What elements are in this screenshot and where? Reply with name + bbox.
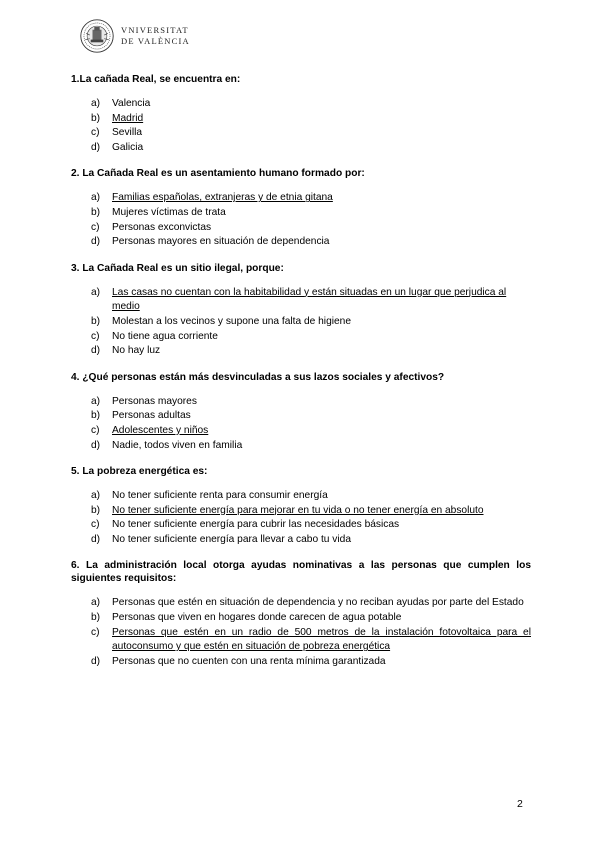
- question-1: [71, 73, 531, 155]
- question-title: 3. La Cañada Real es un sitio ilegal, porque:: [71, 262, 284, 274]
- option-letter: a): [91, 98, 101, 109]
- question-2: [71, 167, 531, 249]
- option-letter: b): [91, 206, 101, 218]
- option-letter: b): [91, 112, 101, 124]
- option-text: Personas exconvictas: [112, 221, 212, 233]
- option-letter: c): [91, 127, 100, 139]
- option-letter: a): [91, 597, 101, 609]
- option-letter: c): [91, 330, 100, 342]
- option-letter: c): [91, 626, 100, 638]
- option-text: Personas que no cuenten con una renta mínima garantizada: [112, 655, 386, 667]
- option-list: [71, 395, 531, 453]
- university-name: [121, 25, 190, 47]
- option-text: Sevilla: [112, 127, 143, 139]
- option-b: [71, 611, 531, 626]
- option-text: No tener suficiente energía para llevar a cabo tu vida: [112, 533, 351, 545]
- university-seal-logo: [79, 18, 115, 54]
- option-c-correct: [71, 424, 531, 439]
- option-letter: b): [91, 410, 101, 422]
- option-text: Personas que estén en un radio de 500 metros de la instalación fotovoltaica para el autoconsumo y que estén en situación de pobreza energética: [112, 626, 531, 653]
- option-letter: d): [91, 439, 101, 451]
- option-text: Molestan a los vecinos y supone una falta de higiene: [112, 315, 351, 327]
- option-letter: a): [91, 192, 101, 204]
- option-b-correct: [71, 112, 531, 127]
- option-c: [71, 330, 531, 345]
- option-letter: b): [91, 504, 101, 516]
- option-letter: d): [91, 236, 101, 248]
- option-text: No tener suficiente energía para mejorar en tu vida o no tener energía en absoluto: [112, 504, 484, 516]
- option-d: [71, 439, 531, 454]
- option-text: No hay luz: [112, 345, 161, 357]
- question-list: [71, 73, 531, 681]
- option-text: Personas mayores: [112, 395, 197, 407]
- option-text: Valencia: [112, 98, 151, 109]
- option-text: Personas mayores en situación de dependencia: [112, 236, 330, 248]
- option-c-correct: [71, 626, 531, 655]
- option-text: Madrid: [112, 112, 144, 124]
- option-text: Adolescentes y niños: [112, 424, 209, 436]
- option-text: Galicia: [112, 141, 144, 153]
- question-4: [71, 371, 531, 453]
- option-letter: c): [91, 424, 100, 436]
- question-6: [71, 559, 531, 669]
- option-text: Personas que viven en hogares donde carecen de agua potable: [112, 612, 402, 624]
- option-a: [71, 596, 531, 611]
- question-title: 5. La pobreza energética es:: [71, 466, 208, 478]
- option-list: [71, 286, 531, 359]
- option-letter: a): [91, 286, 101, 298]
- option-b: [71, 315, 531, 330]
- option-text: Las casas no cuentan con la habitabilidad y están situadas en un lugar que perjudica al medio: [112, 286, 507, 313]
- option-c: [71, 518, 531, 533]
- option-letter: c): [91, 221, 100, 233]
- option-a: [71, 97, 531, 112]
- question-3: [71, 262, 531, 359]
- option-text: Mujeres víctimas de trata: [112, 206, 226, 218]
- option-list: [71, 596, 531, 669]
- question-title: 6. La administración local otorga ayudas nominativas a las personas que cumplen los siguientes requisitos:: [71, 560, 531, 585]
- option-list: [71, 191, 531, 249]
- option-letter: d): [91, 655, 101, 667]
- question-title: 2. La Cañada Real es un asentamiento humano formado por:: [71, 168, 365, 180]
- option-b-correct: [71, 504, 531, 519]
- question-5: [71, 465, 531, 547]
- option-b: [71, 409, 531, 424]
- option-b: [71, 206, 531, 221]
- option-c: [71, 221, 531, 236]
- option-text: No tener suficiente energía para cubrir las necesidades básicas: [112, 519, 400, 531]
- option-letter: a): [91, 490, 101, 502]
- option-a: [71, 489, 531, 504]
- option-a: [71, 395, 531, 410]
- option-text: Personas adultas: [112, 410, 191, 422]
- option-letter: d): [91, 533, 101, 545]
- option-letter: c): [91, 519, 100, 531]
- option-c: [71, 126, 531, 141]
- option-letter: d): [91, 141, 101, 153]
- page-number: 2: [517, 798, 523, 810]
- option-d: [71, 533, 531, 548]
- option-text: Familias españolas, extranjeras y de etnia gitana: [112, 192, 333, 204]
- option-letter: d): [91, 345, 101, 357]
- option-d: [71, 235, 531, 250]
- question-title: 4. ¿Qué personas están más desvinculadas a sus lazos sociales y afectivos?: [71, 371, 445, 383]
- option-text: Nadie, todos viven en familia: [112, 439, 243, 451]
- page-header: [79, 16, 190, 56]
- option-a-correct: [71, 286, 531, 315]
- option-letter: b): [91, 612, 101, 624]
- option-text: No tiene agua corriente: [112, 330, 218, 342]
- question-title: 1.La cañada Real, se encuentra en:: [71, 74, 241, 85]
- option-d: [71, 344, 531, 359]
- university-name-line2: DE VALÈNCIA: [121, 36, 190, 46]
- option-letter: a): [91, 395, 101, 407]
- option-text: Personas que estén en situación de dependencia y no reciban ayudas por parte del Estado: [112, 597, 524, 609]
- option-a-correct: [71, 191, 531, 206]
- option-list: [71, 489, 531, 547]
- option-list: [71, 97, 531, 155]
- option-d: [71, 141, 531, 156]
- option-text: No tener suficiente renta para consumir energía: [112, 490, 328, 502]
- university-name-line1: VNIVERSITAT: [121, 25, 189, 35]
- option-letter: b): [91, 315, 101, 327]
- option-d: [71, 655, 531, 670]
